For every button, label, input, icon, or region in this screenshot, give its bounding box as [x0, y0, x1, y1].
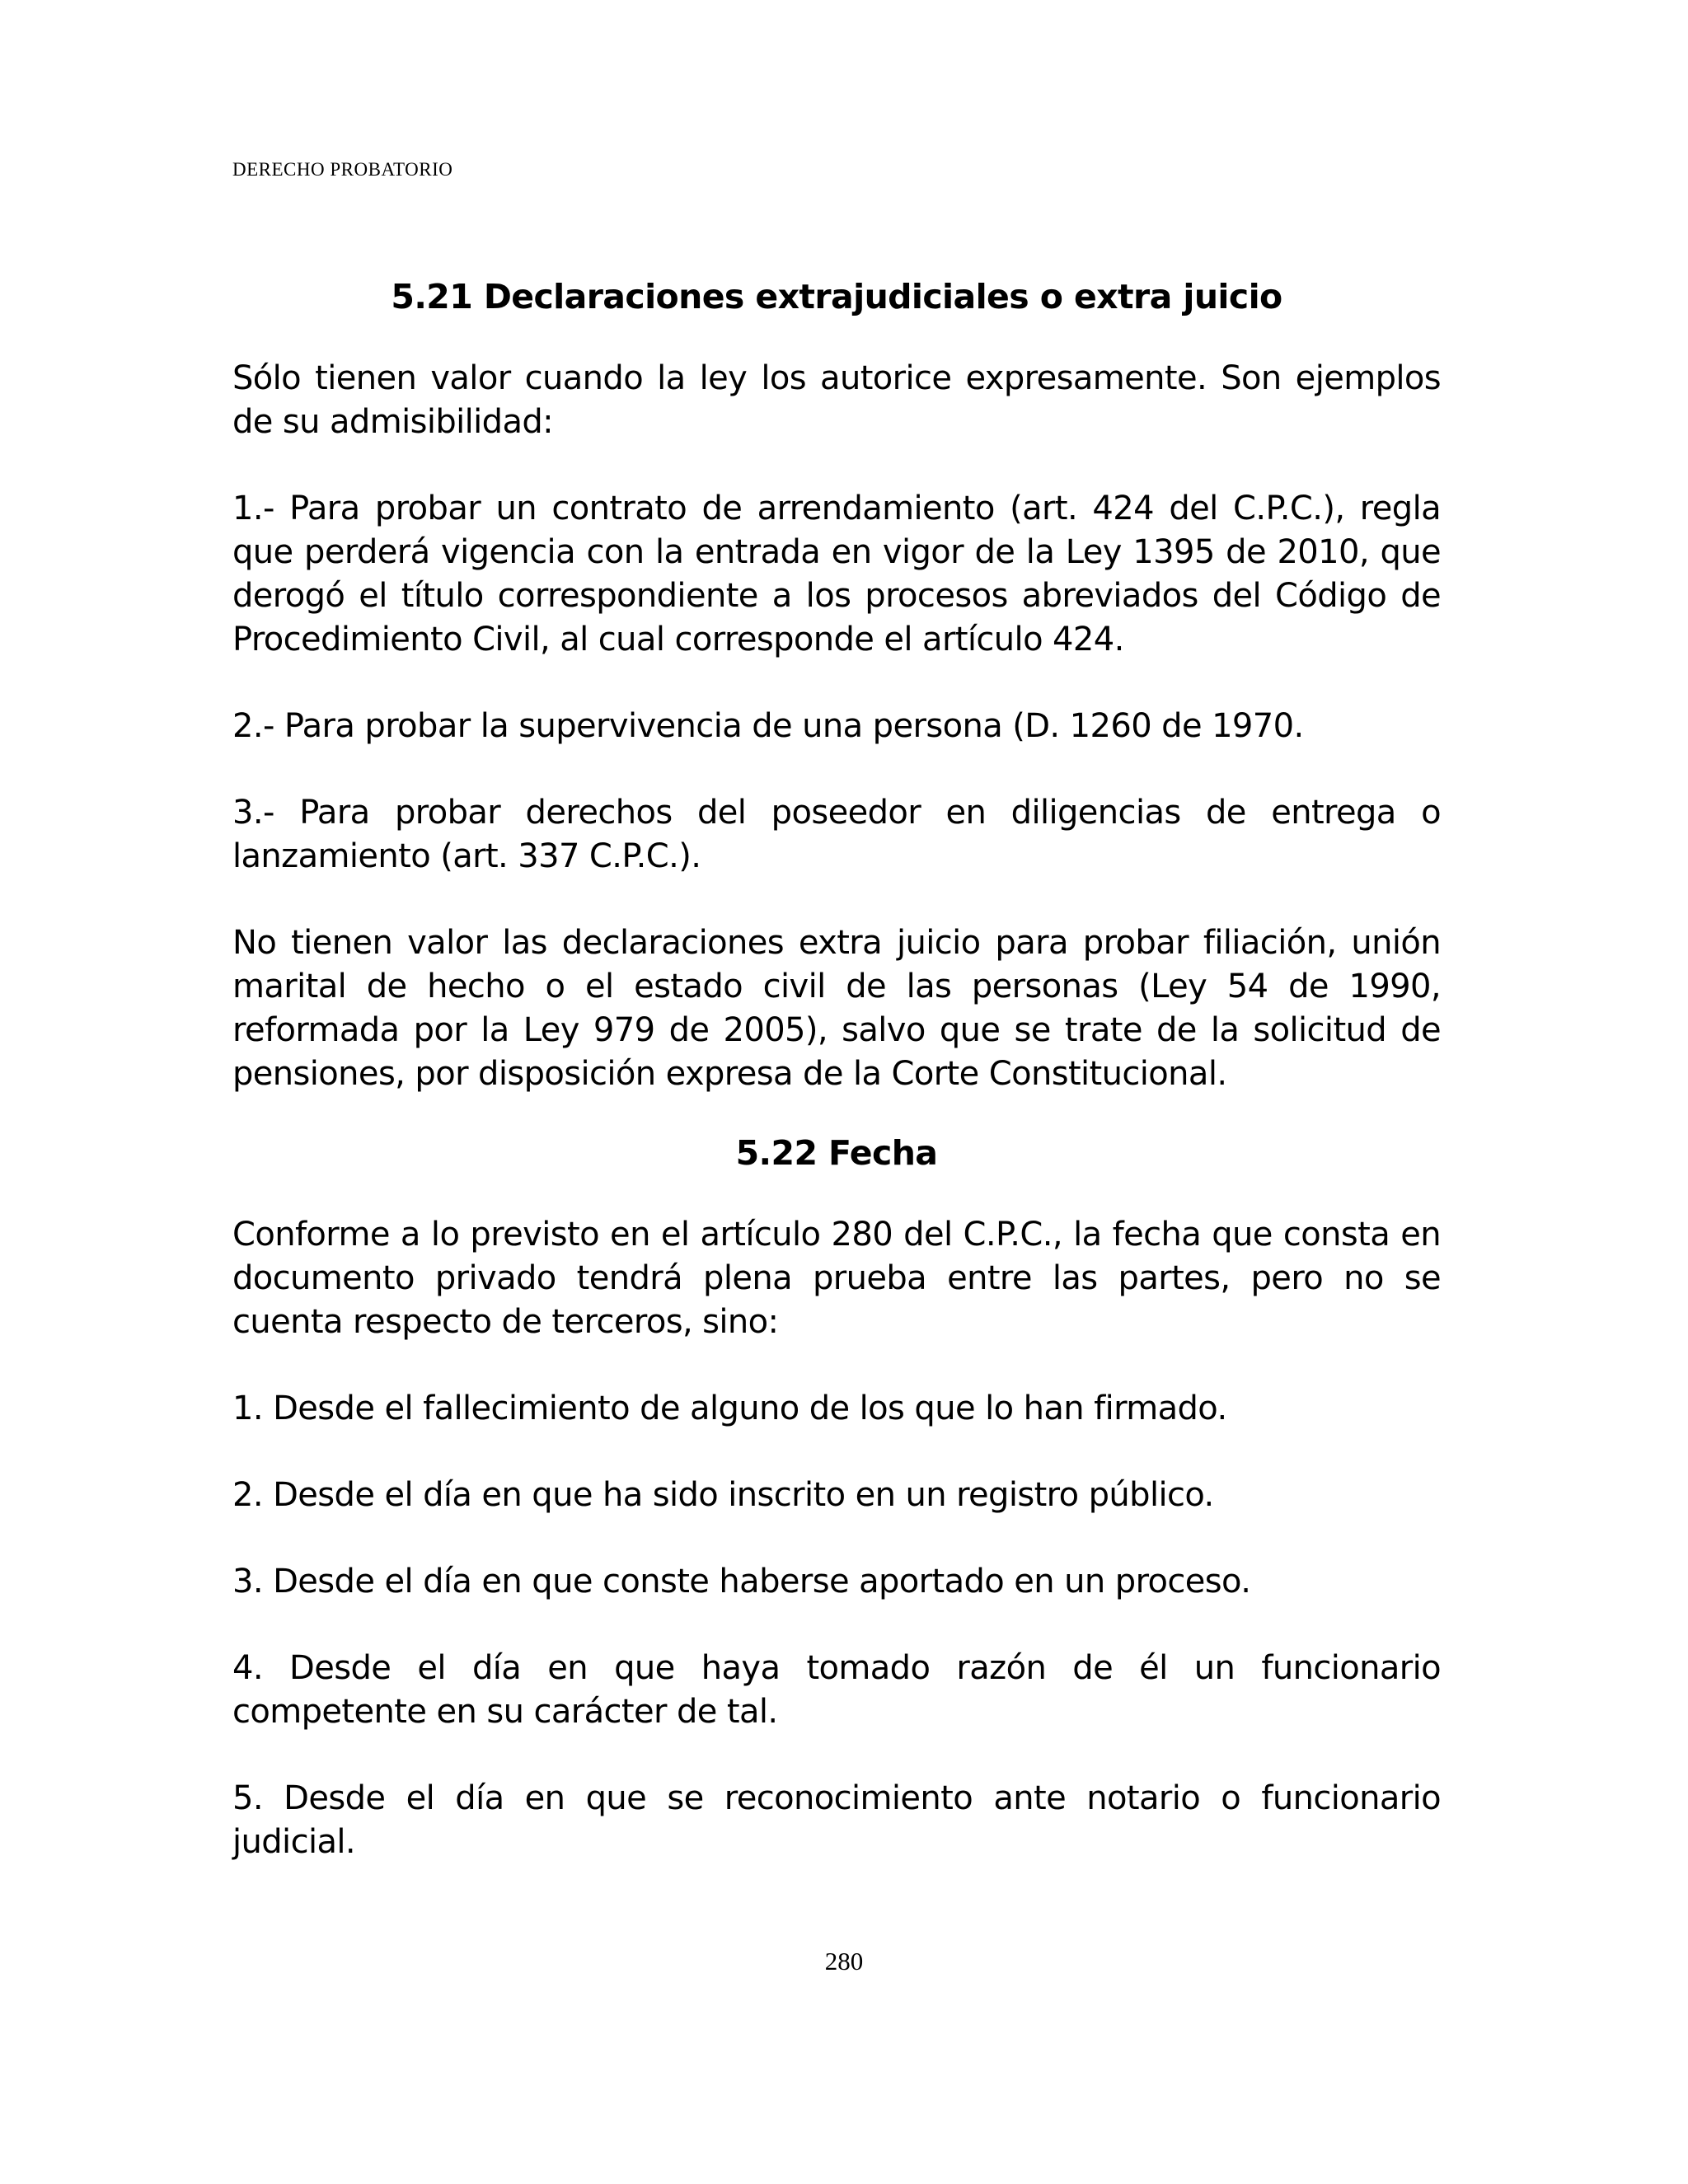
paragraph-closing-5-21: No tienen valor las declaraciones extra juicio para probar filiación, unión marital de hecho o el estado civil de las personas (Ley 54 de 1990, reformada por la Ley 979 de 2005), salvo que se trate de la solicitud de pensiones, por disposición expresa de la Corte Constitucional.	[232, 924, 1441, 1093]
page-number: 280	[824, 1947, 864, 1975]
section-title-5-22: 5.22 Fecha	[735, 1133, 938, 1173]
page-body	[232, 272, 1441, 1864]
paragraph-intro-5-22: Conforme a lo previsto en el artículo 280 del C.P.C., la fecha que consta en documento privado tendrá plena prueba entre las partes, pero no se cuenta respecto de terceros, sino:	[232, 1216, 1441, 1341]
list-item-5-21-3: 3.- Para probar derechos del poseedor en diligencias de entrega o lanzamiento (art. 337 C.P.C.).	[232, 794, 1441, 875]
list-item-5-22-3: 3. Desde el día en que conste haberse aportado en un proceso.	[232, 1563, 1251, 1601]
list-item-5-21-2: 2.- Para probar la supervivencia de una persona (D. 1260 de 1970.	[232, 707, 1304, 745]
list-item-5-22-1: 1. Desde el fallecimiento de alguno de los que lo han firmado.	[232, 1390, 1227, 1427]
paragraph-intro-5-21: Sólo tienen valor cuando la ley los autorice expresamente. Son ejemplos de su admisibilidad:	[232, 359, 1441, 441]
list-item-5-21-1: 1.- Para probar un contrato de arrendamiento (art. 424 del C.P.C.), regla que perderá vigencia con la entrada en vigor de la Ley 1395 de 2010, que derogó el título correspondiente a los procesos abreviados del Código de Procedimiento Civil, al cual corresponde el artículo 424.	[232, 490, 1441, 658]
section-title-5-21: 5.21 Declaraciones extrajudiciales o extra juicio	[391, 277, 1282, 316]
list-item-5-22-4: 4. Desde el día en que haya tomado razón de él un funcionario competente en su carácter de tal.	[232, 1649, 1441, 1731]
list-item-5-22-5: 5. Desde el día en que se reconocimiento ante notario o funcionario judicial.	[232, 1779, 1441, 1861]
running-header: DERECHO PROBATORIO	[232, 159, 453, 180]
list-item-5-22-2: 2. Desde el día en que ha sido inscrito en un registro público.	[232, 1476, 1214, 1514]
